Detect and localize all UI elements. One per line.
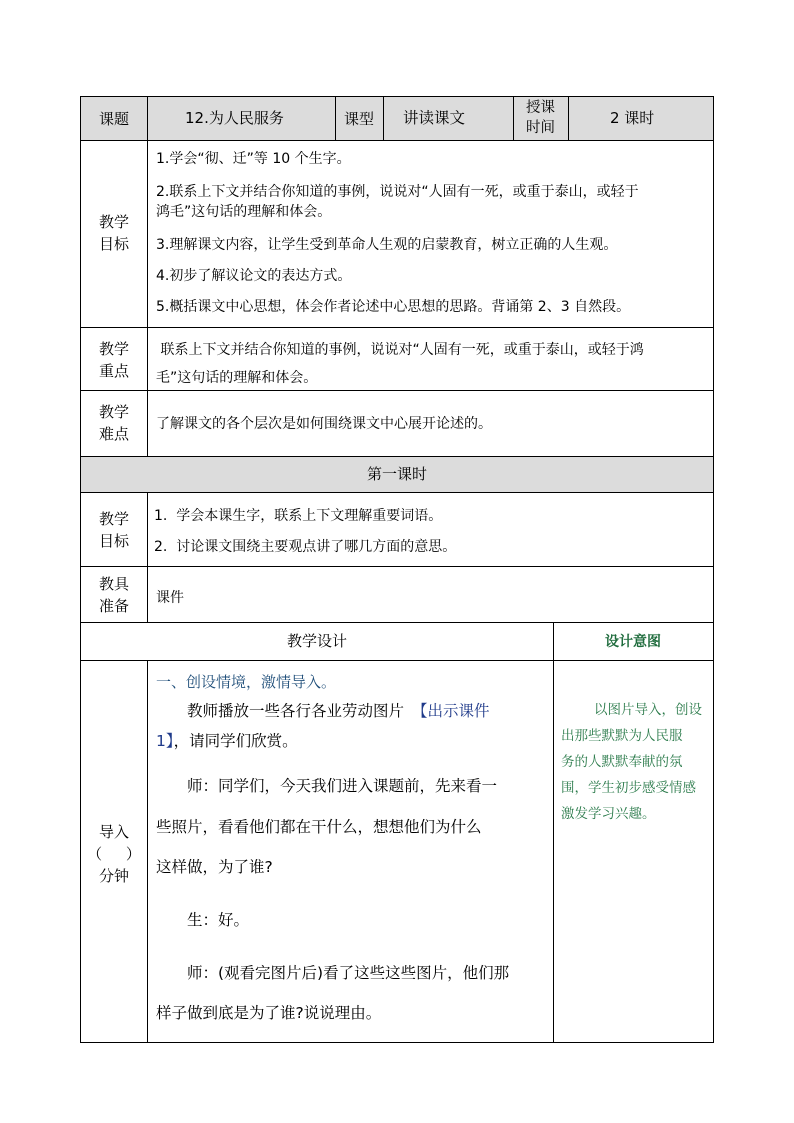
difficulties-label: 教学 难点 [98,403,129,443]
intent-line-3: 务的人默默奉献的氛 [561,754,683,770]
goals-label: 教学 目标 [98,213,129,253]
design-header-right: 设计意图 [605,634,661,650]
tools-label: 教具 准备 [98,575,129,615]
lesson-goal-item-1: 1. 学会本课生字，联系上下文理解重要词语。 [154,508,443,524]
student-line: 生：好。 [187,911,250,929]
intent-line-5: 激发学习兴趣。 [561,806,656,822]
key-points-label: 教学 重点 [98,340,129,380]
tools-text: 课件 [156,590,184,606]
teacher-line-5: 样子做到底是为了谁?说说理由。 [156,1004,382,1022]
lesson-goals-label: 教学 目标 [98,510,129,550]
intro-heading: 一、创设情境，激情导入。 [156,673,337,691]
teacher-line-1: 师：同学们，今天我们进入课题前，先来看一 [187,777,498,795]
lesson-plan-table [80,96,714,1043]
goal-item-1: 1.学会“彻、迁”等 10 个生字。 [156,151,351,167]
intro-line-2: 1】，请同学们欣赏。 [156,732,298,750]
type-label: 课型 [343,109,374,128]
intent-line-2: 出那些默默为人民服 [561,728,683,744]
title-value: 12.为人民服务 [185,109,284,127]
lesson-banner: 第一课时 [366,465,427,483]
title-label: 课题 [98,109,129,128]
key-points-line-1: 联系上下文并结合你知道的事例，说说对“人固有一死，或重于泰山，或轻于鸿 [156,342,644,358]
teacher-line-3: 这样做，为了谁? [156,858,273,876]
intro-line-1: 教师播放一些各行各业劳动图片 【出示课件 [187,702,490,720]
teacher-line-2: 些照片，看看他们都在干什么，想想他们为什么 [156,818,482,836]
goal-item-5: 5.概括课文中心思想，体会作者论述中心思想的思路。背诵第 2、3 自然段。 [156,299,631,315]
design-header-left: 教学设计 [286,632,347,650]
intro-label: 导入 （ ） 分钟 [87,823,141,885]
goal-item-4: 4.初步了解议论文的表达方式。 [156,268,352,284]
key-points-line-2: 毛”这句话的理解和体会。 [156,370,318,386]
goal-item-3: 3.理解课文内容，让学生受到革命人生观的启蒙教育，树立正确的人生观。 [156,237,618,253]
goal-item-2-cont: 鸿毛”这句话的理解和体会。 [156,204,332,220]
intent-line-4: 围，学生初步感受情感 [561,780,696,796]
type-value: 讲读课文 [403,109,466,127]
lesson-goal-item-2: 2. 讨论课文围绕主要观点讲了哪几方面的意思。 [154,539,457,555]
goal-item-2: 2.联系上下文并结合你知道的事例，说说对“人固有一死，或重于泰山，或轻于 [156,184,639,200]
difficulties-text: 了解课文的各个层次是如何围绕课文中心展开论述的。 [156,416,492,432]
time-label: 授课 时间 [526,100,555,136]
time-value: 2 课时 [610,109,655,127]
intent-line-1: 以图片导入，创设 [594,702,702,718]
teacher-line-4: 师：(观看完图片后)看了这些这些图片，他们那 [187,964,510,982]
